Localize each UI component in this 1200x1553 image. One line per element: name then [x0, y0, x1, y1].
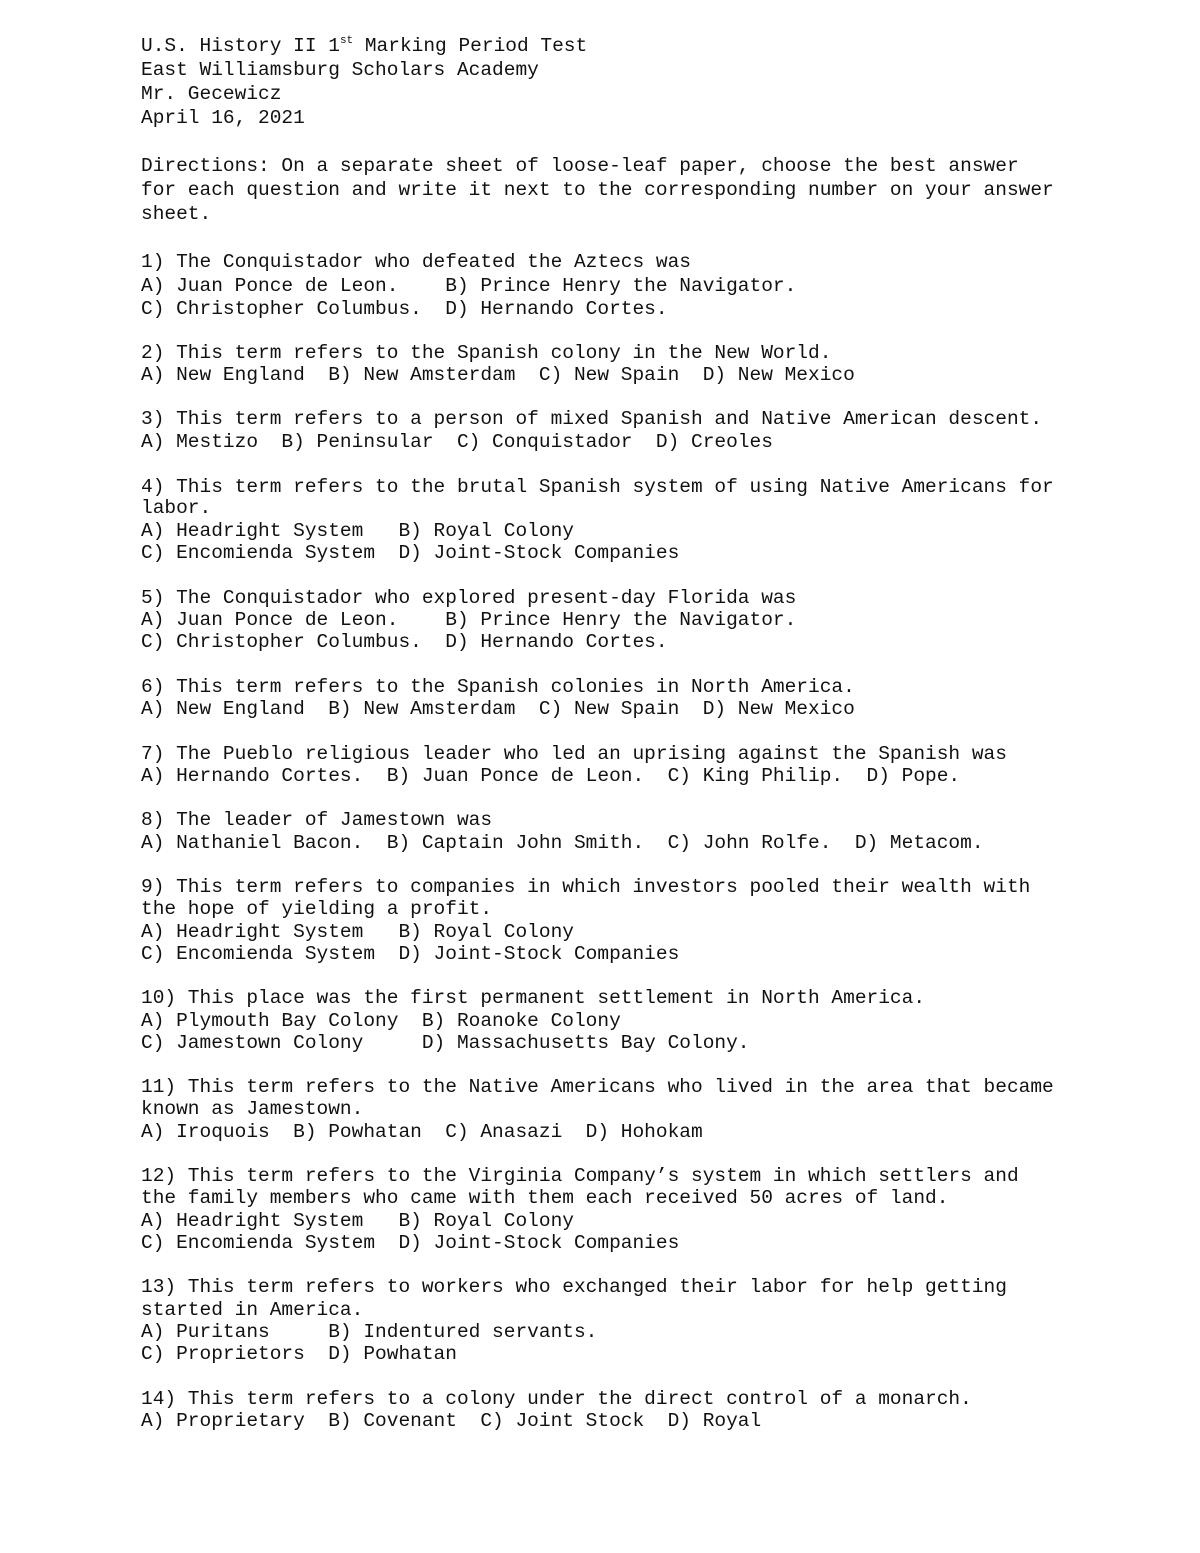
question-9-choices: C) Encomienda System D) Joint-Stock Companies [141, 943, 680, 965]
question-4-stem: 4) This term refers to the brutal Spanish system of using Native Americans for [141, 476, 1054, 498]
question-6-choices: A) New England B) New Amsterdam C) New Spain D) New Mexico [141, 698, 855, 720]
question-3-choices: A) Mestizo B) Peninsular C) Conquistador D) Creoles [141, 431, 773, 453]
question-8-choices: A) Nathaniel Bacon. B) Captain John Smith. C) John Rolfe. D) Metacom. [141, 832, 984, 854]
question-4-choices: A) Headright System B) Royal Colony [141, 520, 574, 542]
question-13-choices: C) Proprietors D) Powhatan [141, 1343, 457, 1365]
question-14-stem: 14) This term refers to a colony under the direct control of a monarch. [141, 1388, 972, 1410]
test-title [141, 35, 587, 57]
question-1-choices: A) Juan Ponce de Leon. B) Prince Henry the Navigator. [141, 275, 797, 297]
question-1-stem: 1) The Conquistador who defeated the Aztecs was [141, 251, 691, 273]
directions-line: for each question and write it next to the corresponding number on your answer [141, 179, 1054, 201]
question-2-stem: 2) This term refers to the Spanish colony in the New World. [141, 342, 832, 364]
question-14-choices: A) Proprietary B) Covenant C) Joint Stock D) Royal [141, 1410, 762, 1432]
question-11-stem: known as Jamestown. [141, 1098, 364, 1120]
question-1-choices: C) Christopher Columbus. D) Hernando Cortes. [141, 298, 668, 320]
test-date: April 16, 2021 [141, 107, 305, 129]
title-text: U.S. History II 1 [141, 35, 340, 57]
question-13-stem: started in America. [141, 1299, 364, 1321]
question-13-choices: A) Puritans B) Indentured servants. [141, 1321, 598, 1343]
question-12-choices: C) Encomienda System D) Joint-Stock Companies [141, 1232, 680, 1254]
teacher-name: Mr. Gecewicz [141, 83, 282, 105]
question-8-stem: 8) The leader of Jamestown was [141, 809, 493, 831]
question-12-choices: A) Headright System B) Royal Colony [141, 1210, 574, 1232]
school-name: East Williamsburg Scholars Academy [141, 59, 539, 81]
question-7-stem: 7) The Pueblo religious leader who led an uprising against the Spanish was [141, 743, 1007, 765]
question-10-choices: A) Plymouth Bay Colony B) Roanoke Colony [141, 1010, 621, 1032]
question-3-stem: 3) This term refers to a person of mixed Spanish and Native American descent. [141, 408, 1043, 430]
directions-line: sheet. [141, 203, 212, 225]
question-12-stem: 12) This term refers to the Virginia Company’s system in which settlers and [141, 1165, 1019, 1187]
question-13-stem: 13) This term refers to workers who exchanged their labor for help getting [141, 1276, 1007, 1298]
directions-line: Directions: On a separate sheet of loose-leaf paper, choose the best answer [141, 155, 1019, 177]
question-9-stem: the hope of yielding a profit. [141, 898, 493, 920]
question-12-stem: the family members who came with them each received 50 acres of land. [141, 1187, 949, 1209]
question-7-choices: A) Hernando Cortes. B) Juan Ponce de Leon. C) King Philip. D) Pope. [141, 765, 961, 787]
question-11-stem: 11) This term refers to the Native Americans who lived in the area that became [141, 1076, 1054, 1098]
question-5-choices: C) Christopher Columbus. D) Hernando Cortes. [141, 631, 668, 653]
title-ordinal-suffix: st [339, 35, 354, 47]
question-6-stem: 6) This term refers to the Spanish colonies in North America. [141, 676, 855, 698]
question-4-stem: labor. [141, 497, 212, 519]
question-10-choices: C) Jamestown Colony D) Massachusetts Bay Colony. [141, 1032, 750, 1054]
question-10-stem: 10) This place was the first permanent settlement in North America. [141, 987, 926, 1009]
question-2-choices: A) New England B) New Amsterdam C) New Spain D) New Mexico [141, 364, 855, 386]
question-5-choices: A) Juan Ponce de Leon. B) Prince Henry the Navigator. [141, 609, 797, 631]
title-text-rest: Marking Period Test [353, 35, 588, 57]
question-9-choices: A) Headright System B) Royal Colony [141, 921, 574, 943]
question-9-stem: 9) This term refers to companies in which investors pooled their wealth with [141, 876, 1031, 898]
question-11-choices: A) Iroquois B) Powhatan C) Anasazi D) Hohokam [141, 1121, 703, 1143]
question-5-stem: 5) The Conquistador who explored present-day Florida was [141, 587, 797, 609]
question-4-choices: C) Encomienda System D) Joint-Stock Companies [141, 542, 680, 564]
